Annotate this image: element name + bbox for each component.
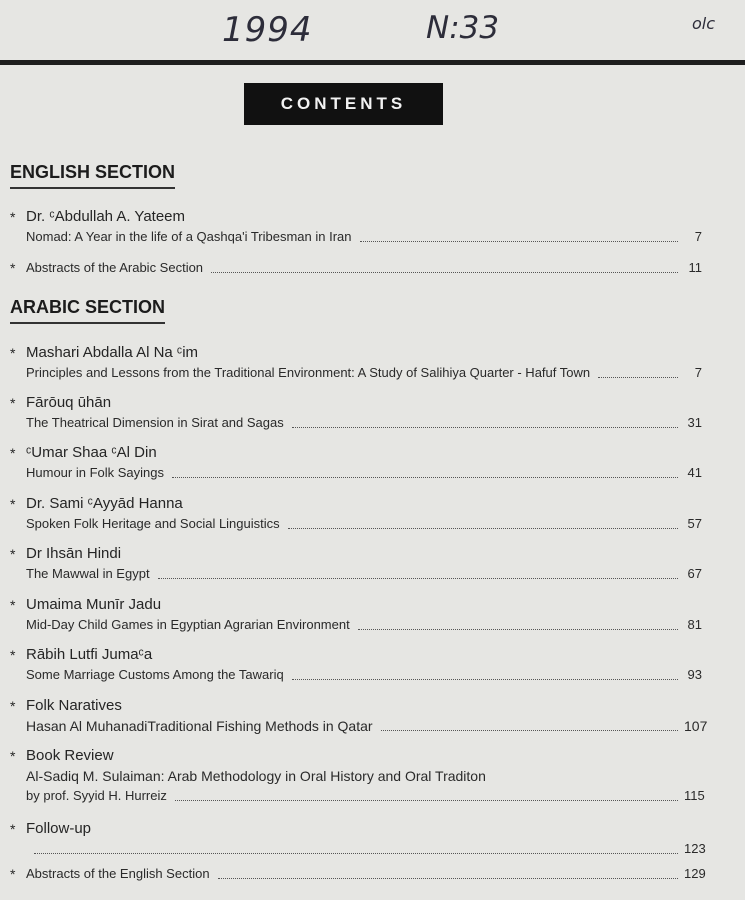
toc-entry: * Dr. ᶜAbdullah A. Yateem Nomad: A Year in the life of a Qashqa'i Tribesman in Iran 7 xyxy=(10,207,702,247)
entry-title: The Mawwal in Egypt xyxy=(26,566,150,581)
entry-author: Dr. ᶜAbdullah A. Yateem xyxy=(26,208,186,225)
entry-page: 81 xyxy=(687,617,702,632)
toc-line[interactable] xyxy=(10,363,702,383)
toc-line[interactable] xyxy=(10,615,702,635)
entry-title: Mid-Day Child Games in Egyptian Agrarian Environment xyxy=(26,617,350,632)
toc-entry: * Book Review Al-Sadiq M. Sulaiman: Arab Methodology in Oral History and Oral Traditon by prof. Syyid H. Hurreiz 115 xyxy=(10,746,702,806)
entry-title: Abstracts of the English Section xyxy=(26,866,210,881)
entry-author: Fārōuq ūhān xyxy=(26,394,112,411)
entry-page: 41 xyxy=(687,465,702,480)
entry-title: Some Marriage Customs Among the Tawariq xyxy=(26,667,284,682)
entry-title: The Theatrical Dimension in Sirat and Sagas xyxy=(26,415,284,430)
toc-entry xyxy=(10,864,706,884)
toc-entry: * Rābih Lutfi Jumaᶜa Some Marriage Customs Among the Tawariq 93 xyxy=(10,645,702,685)
entry-title: Principles and Lessons from the Traditional Environment: A Study of Salihiya Quarter - Hafuf Town xyxy=(26,365,591,380)
entry-author: ᶜUmar Shaa ᶜAl Din xyxy=(26,444,157,461)
toc-line[interactable] xyxy=(10,564,702,584)
leader-dots xyxy=(288,528,678,529)
entry-title: by prof. Syyid H. Hurreiz xyxy=(26,788,167,803)
toc-entry: * Umaima Munīr Jadu Mid-Day Child Games in Egyptian Agrarian Environment 81 xyxy=(10,595,702,635)
toc-line[interactable] xyxy=(10,786,705,806)
entry-title: Nomad: A Year in the life of a Qashqa'i Tribesman in Iran xyxy=(26,229,352,244)
entry-author: Dr Ihsān Hindi xyxy=(26,545,122,562)
leader-dots xyxy=(218,878,678,879)
entry-author: Dr. Sami ᶜAyyād Hanna xyxy=(26,495,183,512)
toc-line[interactable] xyxy=(10,716,708,736)
arabic-section-heading: ARABIC SECTION xyxy=(10,297,165,324)
entry-page: 57 xyxy=(687,516,702,531)
entry-page: 129 xyxy=(684,866,706,881)
toc-entry: * Dr. Sami ᶜAyyād Hanna Spoken Folk Heritage and Social Linguistics 57 xyxy=(10,494,702,534)
leader-dots xyxy=(358,629,678,630)
toc-entry: * Folk Naratives Hasan Al MuhanadiTraditional Fishing Methods in Qatar 107 xyxy=(10,697,708,734)
entry-author: Umaima Munīr Jadu xyxy=(26,596,162,613)
toc-entry: * Mashari Abdalla Al Na ᶜim Principles and Lessons from the Traditional Environment: A Study of Salihiya Quarter - Hafuf Town 7 xyxy=(10,343,702,383)
leader-dots xyxy=(598,377,678,378)
entry-title: Spoken Folk Heritage and Social Linguistics xyxy=(26,516,280,531)
toc-line[interactable] xyxy=(10,839,706,859)
entry-page: 107 xyxy=(684,718,708,734)
leader-dots xyxy=(158,578,678,579)
leader-dots xyxy=(175,800,678,801)
leader-dots xyxy=(172,477,678,478)
entry-page: 31 xyxy=(687,415,702,430)
toc-line[interactable]: * Abstracts of the Arabic Section 11 xyxy=(10,260,702,276)
toc-entry xyxy=(10,258,702,278)
leader-dots xyxy=(292,427,678,428)
handwritten-year: 1994 xyxy=(222,10,313,50)
leader-dots xyxy=(360,241,678,242)
entry-page: 11 xyxy=(688,260,702,275)
entry-author: Book Review xyxy=(26,747,114,764)
entry-author: Follow-up xyxy=(26,820,92,837)
toc-line[interactable] xyxy=(10,665,702,685)
toc-line[interactable]: * Abstracts of the English Section 129 xyxy=(10,866,706,882)
toc-line[interactable] xyxy=(10,413,702,433)
entry-page: 67 xyxy=(687,566,702,581)
toc-entry: * Follow-up 123 xyxy=(10,819,702,859)
entry-author: Rābih Lutfi Jumaᶜa xyxy=(26,646,153,663)
toc-line[interactable] xyxy=(10,463,702,483)
leader-dots xyxy=(211,272,678,273)
leader-dots xyxy=(34,853,678,854)
handwritten-ref: olc xyxy=(692,14,716,33)
entry-page: 115 xyxy=(684,788,705,803)
entry-author: Folk Naratives xyxy=(26,697,122,714)
entry-title: Hasan Al MuhanadiTraditional Fishing Methods in Qatar xyxy=(26,718,373,734)
entry-page: 93 xyxy=(687,667,702,682)
entry-page: 7 xyxy=(694,365,702,380)
toc-entry: * Fārōuq ūhān The Theatrical Dimension in Sirat and Sagas 31 xyxy=(10,393,702,433)
entry-author: Mashari Abdalla Al Na ᶜim xyxy=(26,344,199,361)
toc-line[interactable] xyxy=(10,514,702,534)
entry-title-line: Al-Sadiq M. Sulaiman: Arab Methodology in Oral History and Oral Traditon xyxy=(26,768,486,784)
entry-title: Humour in Folk Sayings xyxy=(26,465,164,480)
leader-dots xyxy=(381,730,678,731)
toc-entry: * Dr Ihsān Hindi The Mawwal in Egypt 67 xyxy=(10,544,702,584)
contents-title: CONTENTS xyxy=(244,83,443,125)
toc-line[interactable] xyxy=(10,227,702,247)
toc-entry: * ᶜUmar Shaa ᶜAl Din Humour in Folk Sayings 41 xyxy=(10,443,702,483)
entry-page: 7 xyxy=(694,229,702,244)
entry-page: 123 xyxy=(684,841,706,856)
top-rule xyxy=(0,60,745,65)
entry-title: Abstracts of the Arabic Section xyxy=(26,260,204,275)
handwritten-issue-number: N:33 xyxy=(426,10,500,46)
english-section-heading: ENGLISH SECTION xyxy=(10,162,175,189)
leader-dots xyxy=(292,679,678,680)
